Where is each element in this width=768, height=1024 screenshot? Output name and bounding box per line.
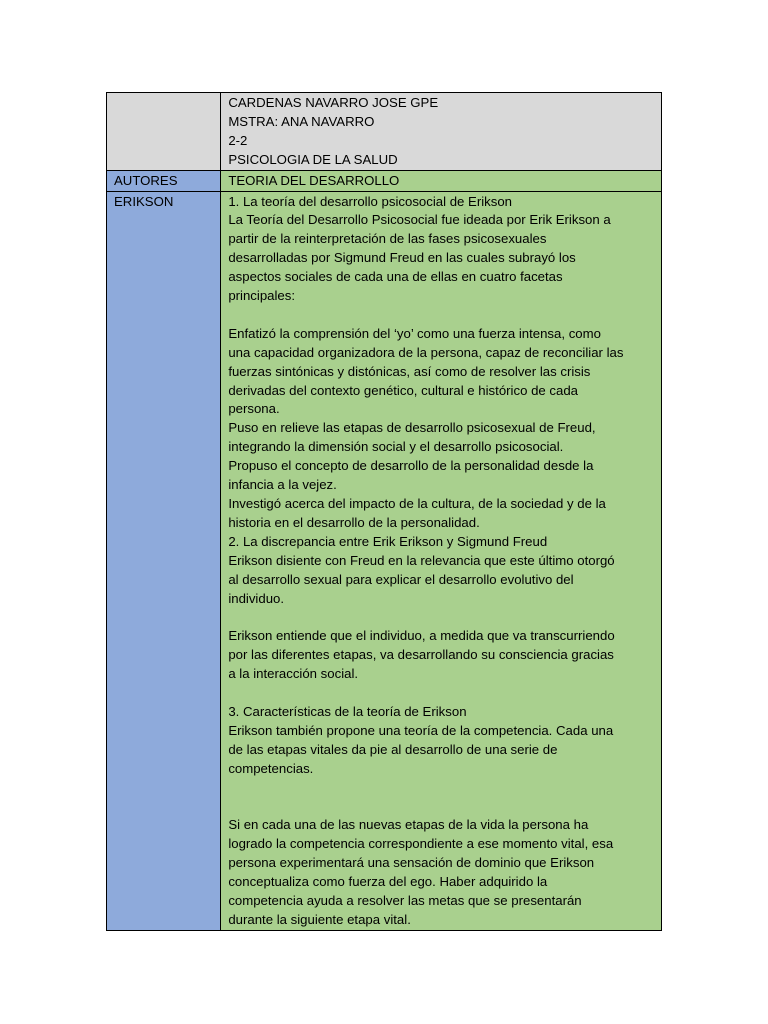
text-line: Erikson también propone una teoría de la competencia. Cada una (228, 722, 614, 738)
text-line: de las etapas vitales da pie al desarrollo de una serie de (228, 741, 558, 757)
text-line: una capacidad organizadora de la persona, capaz de reconciliar las (228, 344, 624, 360)
text-line: conceptualiza como fuerza del ego. Haber adquirido la (228, 874, 548, 890)
text-line: 2. La discrepancia entre Erik Erikson y Sigmund Freud (228, 533, 548, 549)
subject-name: PSICOLOGIA DE LA SALUD (228, 151, 398, 167)
text-line: integrando la dimensión social y el desarrollo psicosocial. (228, 439, 564, 455)
text-line: a la interacción social. (228, 666, 359, 682)
text-line: infancia a la vejez. (228, 477, 337, 493)
text-line: 1. La teoría del desarrollo psicosocial de Erikson (228, 193, 512, 209)
header-row (107, 93, 662, 171)
text-line: historia en el desarrollo de la personalidad. (228, 514, 480, 530)
text-line: Puso en relieve las etapas de desarrollo psicosexual de Freud, (228, 420, 596, 436)
text-line: persona experimentará una sensación de dominio que Erikson (228, 855, 595, 871)
text-line: Enfatizó la comprensión del ‘yo’ como una fuerza intensa, como (228, 325, 601, 341)
text-line: aspectos sociales de cada una de ellas en cuatro facetas (228, 269, 563, 285)
author-cell (107, 191, 221, 930)
text-line: persona. (228, 401, 280, 417)
blank-line (228, 779, 654, 798)
theory-column-label: TEORIA DEL DESARROLLO (221, 170, 662, 191)
blank-line (228, 306, 654, 325)
header-info-cell (221, 93, 662, 171)
text-line: desarrolladas por Sigmund Freud en las cuales subrayó los (228, 250, 576, 266)
content-row (107, 191, 662, 930)
blank-line (228, 684, 654, 703)
text-line: logrado la competencia correspondiente a ese momento vital, esa (228, 836, 614, 852)
text-line: individuo. (228, 590, 285, 606)
author-name: ERIKSON (114, 193, 174, 209)
blank-line (228, 608, 654, 627)
student-name: CARDENAS NAVARRO JOSE GPE (228, 95, 439, 110)
document-table (106, 92, 662, 931)
group-code: 2-2 (228, 132, 248, 148)
text-line: 3. Características de la teoría de Erikson (228, 703, 467, 719)
teacher-name: MSTRA: ANA NAVARRO (228, 113, 375, 129)
text-line: por las diferentes etapas, va desarrollando su consciencia gracias (228, 647, 614, 663)
text-line: derivadas del contexto genético, cultural e histórico de cada (228, 382, 578, 398)
theory-text (228, 193, 654, 930)
blank-line (228, 797, 654, 816)
text-line: Erikson disiente con Freud en la relevancia que este último otorgó (228, 552, 615, 568)
text-line: Investigó acerca del impacto de la cultura, de la sociedad y de la (228, 496, 606, 512)
text-line: al desarrollo sexual para explicar el desarrollo evolutivo del (228, 571, 574, 587)
theory-description-cell (221, 191, 662, 930)
column-label-row (107, 170, 662, 191)
text-line: competencias. (228, 760, 314, 776)
text-line: competencia ayuda a resolver las metas que se presentarán (228, 892, 582, 908)
text-line: Propuso el concepto de desarrollo de la personalidad desde la (228, 458, 594, 474)
authors-column-label: AUTORES (107, 170, 221, 191)
text-line: fuerzas sintónicas y distónicas, así como de resolver las crisis (228, 363, 591, 379)
text-line: principales: (228, 288, 296, 304)
text-line: partir de la reinterpretación de las fases psicosexuales (228, 231, 547, 247)
text-line: Si en cada una de las nuevas etapas de la vida la persona ha (228, 817, 589, 833)
header-empty-cell (107, 93, 221, 171)
text-line: durante la siguiente etapa vital. (228, 911, 411, 927)
text-line: Erikson entiende que el individuo, a medida que va transcurriendo (228, 628, 615, 644)
text-line: La Teoría del Desarrollo Psicosocial fue ideada por Erik Erikson a (228, 212, 611, 228)
